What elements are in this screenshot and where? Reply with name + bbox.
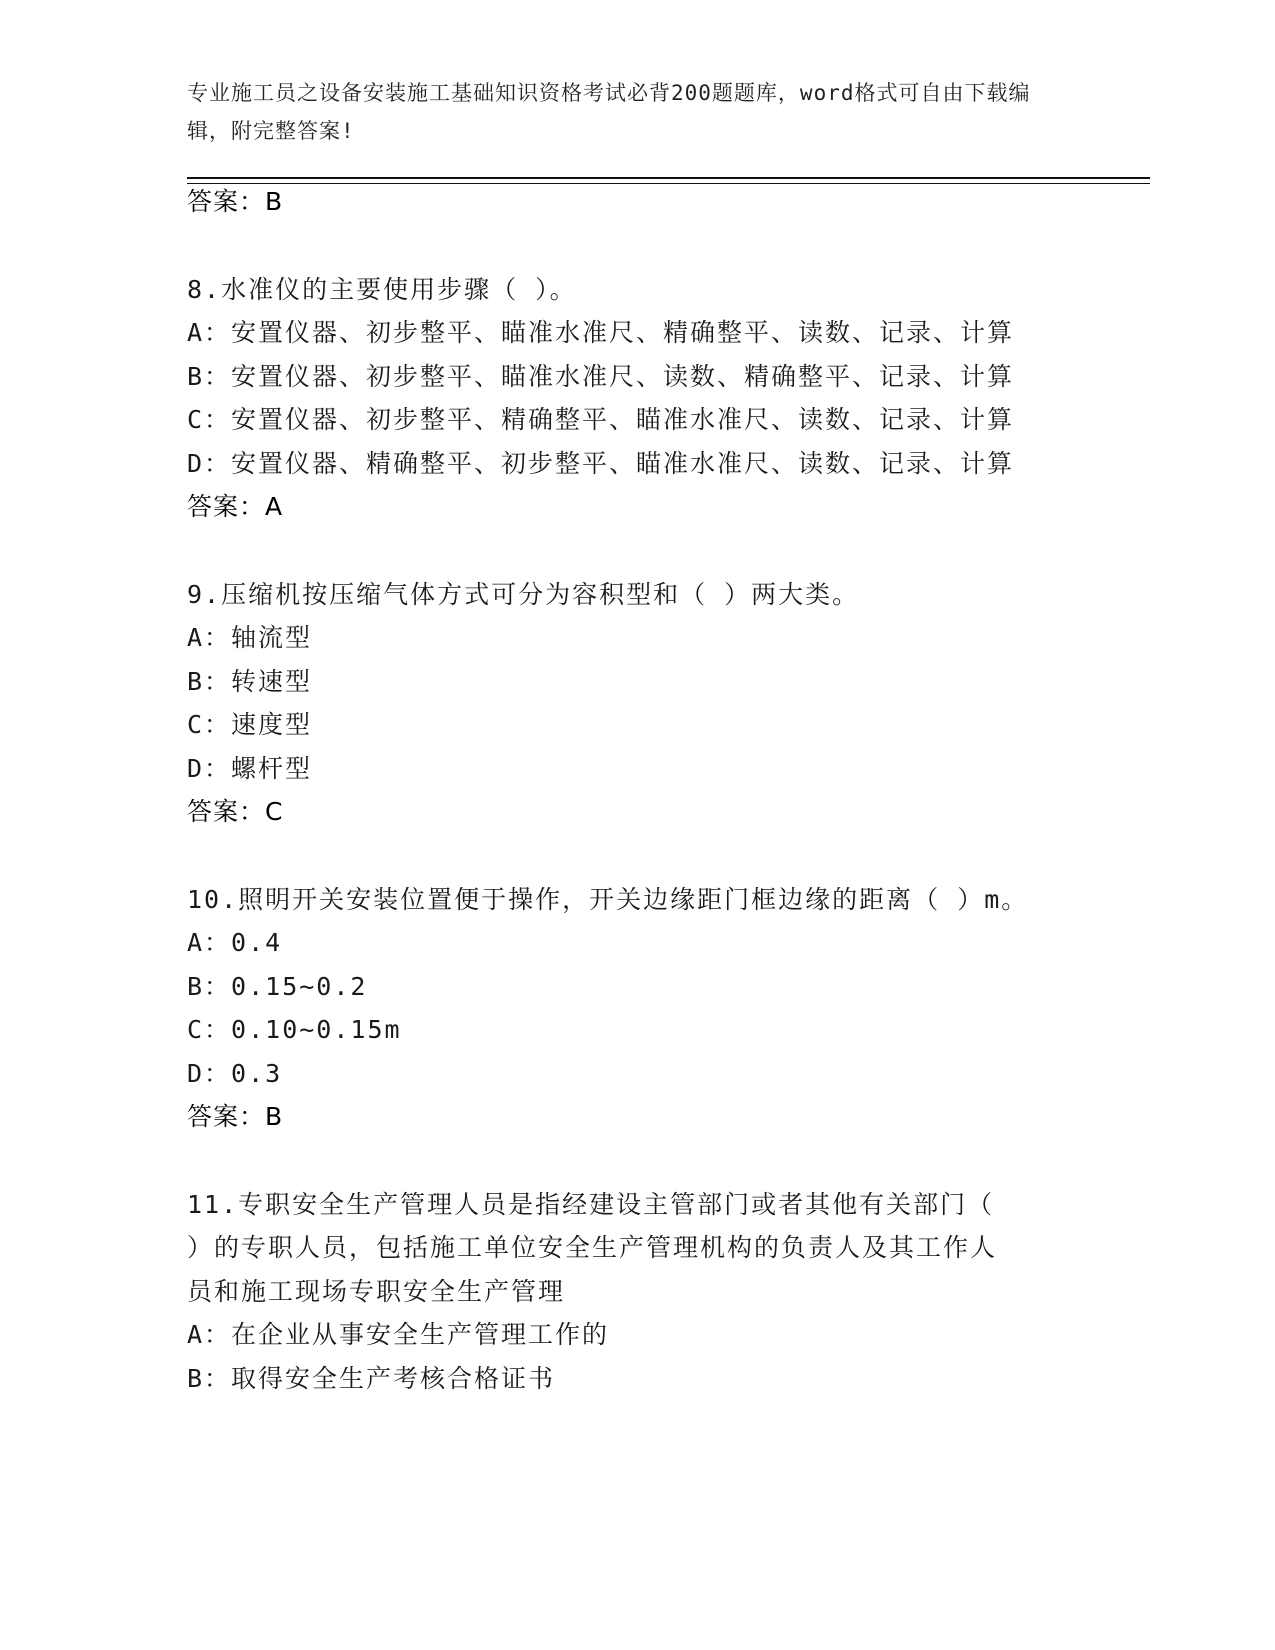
option-a: A：在企业从事安全生产管理工作的 <box>187 1320 610 1349</box>
option-c: C：安置仪器、初步整平、精确整平、瞄准水准尺、读数、记录、计算 <box>187 405 1015 434</box>
option-d: D：螺杆型 <box>187 754 313 783</box>
question-stem: 10.照明开关安装位置便于操作，开关边缘距门框边缘的距离（ ）m。 <box>187 885 1029 914</box>
option-d: D：0.3 <box>187 1059 283 1088</box>
answer-line: 答案：B <box>187 1102 284 1131</box>
option-b: B：0.15~0.2 <box>187 972 368 1001</box>
option-c: C：速度型 <box>187 710 313 739</box>
option-b: B：取得安全生产考核合格证书 <box>187 1364 556 1393</box>
option-c: C：0.10~0.15m <box>187 1015 402 1044</box>
answer-line: 答案：A <box>187 492 284 521</box>
header-divider <box>187 177 1150 179</box>
answer-line: 答案：C <box>187 797 284 826</box>
option-a: A：安置仪器、初步整平、瞄准水准尺、精确整平、读数、记录、计算 <box>187 318 1015 347</box>
document-header: 专业施工员之设备安装施工基础知识资格考试必背200题题库，word格式可自由下载编辑，附完整答案! <box>187 81 1031 143</box>
option-b: B：安置仪器、初步整平、瞄准水准尺、读数、精确整平、记录、计算 <box>187 362 1015 391</box>
question-stem: 9.压缩机按压缩气体方式可分为容积型和（ ）两大类。 <box>187 580 860 609</box>
answer-line: 答案：B <box>187 187 284 216</box>
question-stem: 8.水准仪的主要使用步骤（ ）。 <box>187 275 577 304</box>
option-a: A：轴流型 <box>187 623 313 652</box>
option-b: B：转速型 <box>187 667 313 696</box>
option-a: A：0.4 <box>187 928 283 957</box>
option-d: D：安置仪器、精确整平、初步整平、瞄准水准尺、读数、记录、计算 <box>187 449 1015 478</box>
header-divider-thin <box>187 183 1150 184</box>
question-stem-line-1: 11.专职安全生产管理人员是指经建设主管部门或者其他有关部门（ <box>187 1190 995 1219</box>
question-stem-line-2: ）的专职人员，包括施工单位安全生产管理机构的负责人及其工作人 <box>187 1233 998 1262</box>
question-stem-line-3: 员和施工现场专职安全生产管理 <box>187 1277 566 1306</box>
